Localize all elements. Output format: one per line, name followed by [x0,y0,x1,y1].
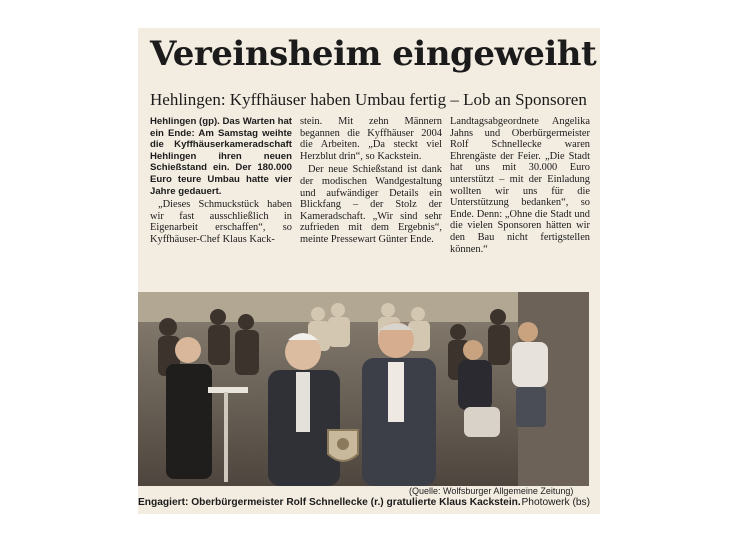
article-column-1 [150,116,292,246]
photo-caption: Engagiert: Oberbürgermeister Rolf Schnellecke (r.) gratulierte Klaus Kackstein. [138,497,521,508]
paragraph: Landtagsabgeordnete Angelika Jahns und Oberbürgermeister Rolf Schnellecke waren Ehrengäste der Feier. „Die Stadt hat uns mit 30.000 Euro unterstützt – mit der Einladung wollten wir uns für die Unterstützung bedanken“, so Ende. Denn: „Ohne die Stadt und die vielen Sponsoren hätten wir den Bau nicht fertigstellen können.“ [450,116,590,255]
photo-caption-line [138,497,590,508]
photo-illustration [138,292,589,486]
photo-source: (Quelle: Wolfsburger Allgemeine Zeitung) [409,486,574,496]
headline: Vereinsheim eingeweiht [150,34,597,74]
lead-paragraph: Hehlingen (gp). Das Warten hat ein Ende: Am Samstag weihte die Kyffhäuserkameradschaft Hehlingen ihren neuen Schießstand ein. Der 180.000 Euro teure Umbau hatte vier Jahre gedauert. [150,116,292,197]
article-column-3 [450,116,590,255]
subheadline: Hehlingen: Kyffhäuser haben Umbau fertig – Lob an Sponsoren [150,90,587,109]
paragraph: Der neue Schießstand ist dank der modischen Wandgestaltung und aufwändiger Details ein Blickfang – der Stolz der Kameradschaft. „Wir sind sehr zufrieden mit dem Ergebnis“, meinte Pressewart Günter Ende. [300,164,442,245]
news-photo [138,292,589,486]
article-column-2 [300,116,442,246]
photographer-credit: Photowerk (bs) [521,497,590,508]
paragraph: „Dieses Schmuckstück haben wir fast ausschließlich in Eigenarbeit erschaffen“, so Kyffhäuser-Chef Klaus Kack- [150,199,292,245]
paragraph: stein. Mit zehn Männern begannen die Kyffhäuser 2004 die Arbeiten. „Da steckt viel Herzblut drin“, so Kackstein. [300,116,442,162]
